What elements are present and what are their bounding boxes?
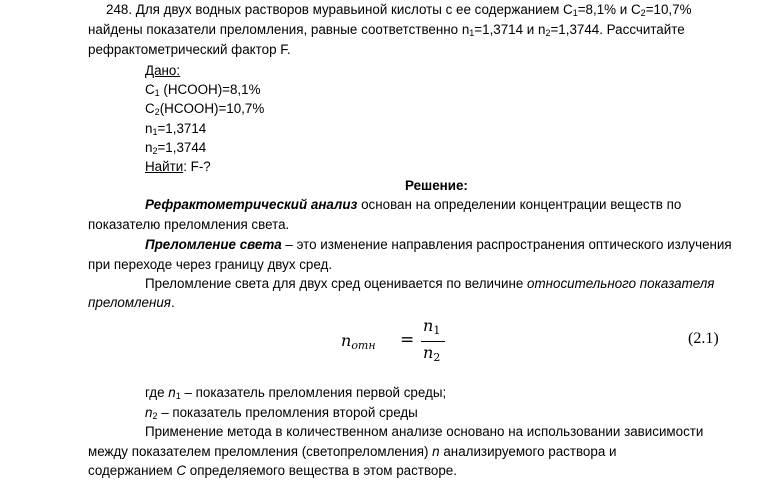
subscript: 1 bbox=[175, 391, 181, 401]
problem-text: =10,7% bbox=[645, 2, 692, 17]
formula-subscript: 1 bbox=[433, 324, 441, 337]
paragraph-text: между показателем преломления (светопреломления) bbox=[88, 444, 433, 459]
given-c2 bbox=[145, 100, 264, 121]
formula-subscript: отн bbox=[351, 339, 376, 352]
paragraph-text: Преломление света для двух сред оценивается по величине bbox=[145, 276, 528, 291]
term: относительного показателя bbox=[527, 276, 715, 291]
solution-p3-line-2 bbox=[88, 294, 175, 312]
subscript: 2 bbox=[154, 107, 160, 117]
formula-denominator bbox=[423, 343, 440, 364]
paragraph-text: . bbox=[170, 295, 175, 310]
given-text: =1,3744 bbox=[157, 140, 207, 155]
paragraph-4-line-3 bbox=[88, 462, 457, 480]
problem-text: рефрактометрический фактор F. bbox=[88, 42, 291, 57]
symbol: C bbox=[176, 463, 187, 478]
solution-p1-line-2: показателю преломления света. bbox=[88, 217, 290, 232]
paragraph-text: – показатель преломления второй среды bbox=[157, 405, 418, 420]
problem-line-2 bbox=[88, 21, 685, 42]
paragraph-text: основан на определении концентрации веществ по bbox=[357, 197, 682, 212]
find-label: Найти bbox=[145, 159, 184, 174]
formula-symbol: n bbox=[423, 316, 434, 335]
paragraph-text: содержанием bbox=[88, 463, 177, 478]
given-text: =1,3714 bbox=[157, 121, 207, 136]
subscript: 2 bbox=[152, 411, 158, 421]
given-find bbox=[145, 158, 211, 176]
term: преломления bbox=[88, 295, 171, 310]
paragraph-text: определяемого вещества в этом растворе. bbox=[186, 463, 457, 478]
solution-p2-line-2: при переходе через границу двух сред. bbox=[88, 257, 333, 272]
formula-relative-index bbox=[338, 316, 468, 366]
formula-equals: = bbox=[400, 330, 415, 350]
problem-text: найдены показатели преломления, равные соответственно n bbox=[88, 22, 470, 37]
given-text: n bbox=[145, 140, 153, 155]
given-title: Дано: bbox=[145, 63, 181, 78]
solution-p1-line-1 bbox=[145, 196, 681, 214]
problem-text: =1,3744. Рассчитайте bbox=[550, 22, 685, 37]
given-text: (HCOOH)=10,7% bbox=[159, 101, 265, 116]
subscript: 1 bbox=[154, 88, 160, 98]
formula-subscript: 2 bbox=[433, 351, 441, 364]
given-text: C bbox=[145, 101, 155, 116]
subscript: 2 bbox=[545, 28, 551, 38]
paragraph-text: где bbox=[145, 385, 169, 400]
solution-heading: Решение: bbox=[405, 178, 468, 193]
problem-text: =1,3714 и n bbox=[474, 22, 546, 37]
given-text: C bbox=[145, 82, 155, 97]
problem-text: 248. Для двух водных растворов муравьиной кислоты с ее содержанием C bbox=[106, 2, 573, 17]
term: Преломление света bbox=[145, 237, 282, 252]
equation-number: (2.1) bbox=[688, 330, 719, 347]
problem-line-3 bbox=[88, 41, 291, 59]
paragraph-text: – это изменение направления распространения оптического излучения bbox=[281, 237, 732, 252]
given-text: : F-? bbox=[183, 159, 211, 174]
subscript: 2 bbox=[640, 8, 646, 18]
subscript: 1 bbox=[572, 8, 578, 18]
symbol: n bbox=[168, 385, 176, 400]
solution-p3-line-1 bbox=[145, 275, 714, 293]
where-line-1 bbox=[145, 384, 446, 405]
problem-text: =8,1% и C bbox=[577, 2, 641, 17]
given-c1 bbox=[145, 81, 261, 102]
subscript: 2 bbox=[152, 146, 158, 156]
subscript: 1 bbox=[469, 28, 475, 38]
given-n1 bbox=[145, 120, 206, 141]
paragraph-text: – показатель преломления первой среды; bbox=[180, 385, 447, 400]
given-text: (HCOOH)=8,1% bbox=[159, 82, 261, 97]
subscript: 1 bbox=[152, 127, 158, 137]
given-n2 bbox=[145, 139, 206, 160]
fraction-bar bbox=[421, 341, 445, 342]
paragraph-text: анализируемого раствора и bbox=[439, 444, 617, 459]
paragraph-4-line-2 bbox=[88, 443, 616, 461]
symbol: n bbox=[432, 444, 440, 459]
solution-p2-line-1 bbox=[145, 236, 732, 254]
term: Рефрактометрический анализ bbox=[145, 197, 358, 212]
formula-symbol: n bbox=[423, 343, 434, 362]
formula-lhs bbox=[341, 331, 376, 352]
given-text: n bbox=[145, 121, 153, 136]
formula-symbol: n bbox=[341, 331, 352, 350]
symbol: n bbox=[145, 405, 153, 420]
formula-numerator bbox=[423, 316, 440, 337]
paragraph-4-line-1: Применение метода в количественном анализе основано на использовании зависимости bbox=[145, 424, 704, 439]
problem-line-1 bbox=[106, 1, 691, 22]
where-line-2 bbox=[145, 404, 418, 425]
